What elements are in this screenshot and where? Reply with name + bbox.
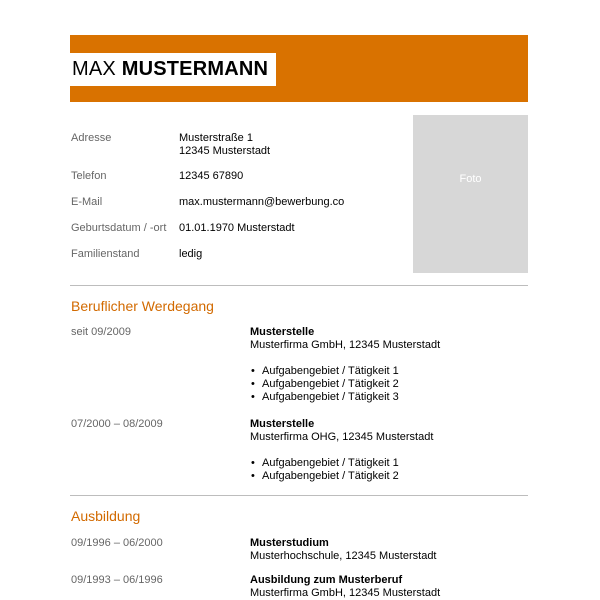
task-item: • Aufgabengebiet / Tätigkeit 3: [250, 391, 530, 404]
phone-label: Telefon: [71, 170, 107, 182]
career-details: [250, 418, 530, 483]
address-city: 12345 Musterstadt: [179, 145, 271, 157]
task-item: • Aufgabengebiet / Tätigkeit 1: [250, 457, 530, 470]
career-date: seit 09/2009: [71, 326, 131, 338]
address-street: Musterstraße 1: [179, 132, 253, 144]
divider-personal: [70, 285, 528, 286]
section-title-career: Beruflicher Werdegang: [71, 298, 214, 314]
birth-label: Geburtsdatum / -ort: [71, 222, 167, 234]
divider-career: [70, 495, 528, 496]
career-date: 07/2000 – 08/2009: [71, 418, 163, 430]
education-date: 09/1993 – 06/1996: [71, 574, 163, 586]
phone-value: 12345 67890: [179, 170, 244, 182]
education-org: Musterfirma GmbH, 12345 Musterstadt: [250, 587, 441, 599]
applicant-name: [72, 53, 276, 86]
task-list: [250, 457, 530, 483]
education-title: Musterstudium: [250, 537, 329, 549]
education-title: Ausbildung zum Musterberuf: [250, 574, 403, 586]
task-item: • Aufgabengebiet / Tätigkeit 1: [250, 365, 530, 378]
career-details: [250, 326, 530, 404]
marital-label: Familienstand: [71, 248, 140, 260]
first-name: MAX: [72, 58, 116, 80]
career-org: Musterfirma OHG, 12345 Musterstadt: [250, 431, 434, 443]
photo-label: Foto: [459, 173, 482, 185]
education-org: Musterhochschule, 12345 Musterstadt: [250, 550, 437, 562]
address-value: [179, 132, 409, 158]
career-position: Musterstelle: [250, 326, 315, 338]
name-box: [70, 53, 276, 86]
email-value: max.mustermann@bewerbung.co: [179, 196, 345, 208]
email-label: E-Mail: [71, 196, 103, 208]
section-title-education: Ausbildung: [71, 508, 141, 524]
header-band: [70, 35, 528, 102]
address-label: Adresse: [71, 132, 112, 144]
task-item: • Aufgabengebiet / Tätigkeit 2: [250, 470, 530, 483]
education-details: [250, 537, 530, 563]
education-details: [250, 574, 530, 600]
photo-placeholder: [413, 115, 528, 273]
task-item: • Aufgabengebiet / Tätigkeit 2: [250, 378, 530, 391]
birth-value: 01.01.1970 Musterstadt: [179, 222, 295, 234]
marital-value: ledig: [179, 248, 203, 260]
last-name: MUSTERMANN: [121, 58, 269, 80]
task-list: [250, 365, 530, 404]
education-date: 09/1996 – 06/2000: [71, 537, 163, 549]
career-org: Musterfirma GmbH, 12345 Musterstadt: [250, 339, 441, 351]
career-position: Musterstelle: [250, 418, 315, 430]
